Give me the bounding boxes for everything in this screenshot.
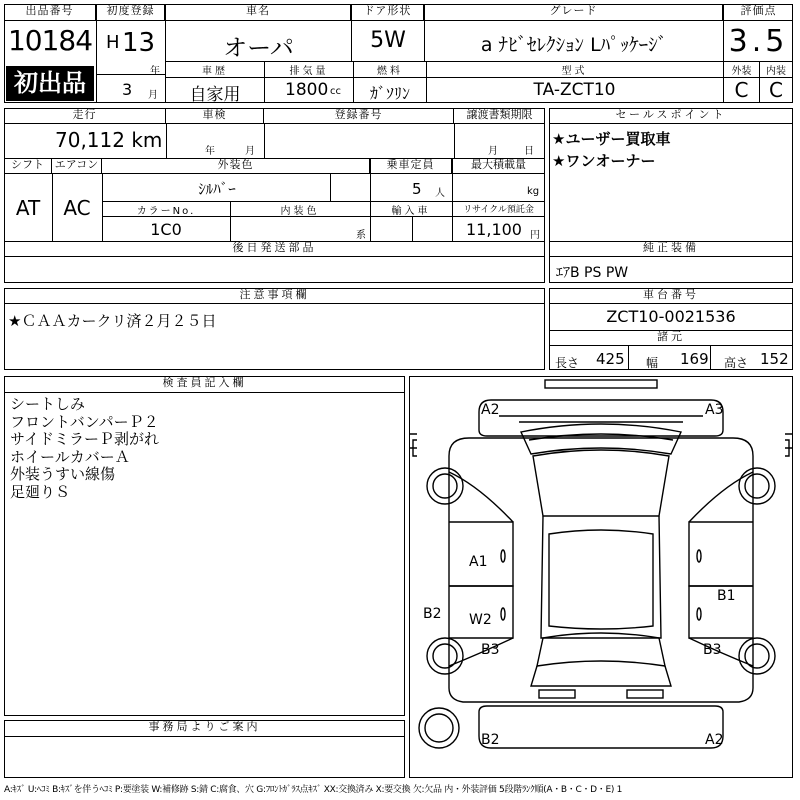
- first-listing-badge: 初出品: [6, 66, 94, 101]
- notes-label: 注意事項欄: [4, 288, 545, 304]
- specs-label: 諸元: [549, 330, 793, 346]
- inspector-notes: [10, 396, 159, 501]
- ac: AC: [63, 196, 91, 220]
- inspector-note: 足廻りＳ: [10, 482, 71, 501]
- displacement-unit: cc: [330, 86, 341, 97]
- damage-mark: A1: [469, 554, 488, 570]
- notes-text: ★ＣＡＡカークリ済２月２５日: [8, 312, 217, 330]
- car-name: オーパ: [223, 34, 294, 62]
- exterior-color-label: 外装色: [102, 158, 370, 174]
- height: 152: [760, 350, 789, 368]
- transfer-month-unit: 月: [488, 146, 498, 157]
- era: H: [106, 32, 120, 53]
- reg-month: 3: [122, 80, 133, 99]
- later-parts-label: 後日発送部品: [4, 241, 545, 257]
- year-unit: 年: [150, 66, 160, 77]
- ext-label: 外装: [731, 66, 752, 77]
- capacity-label: 乗車定員: [370, 158, 452, 174]
- insp-year-unit: 年: [205, 146, 215, 157]
- damage-mark: W2: [469, 612, 492, 628]
- color-no: 1C0: [150, 220, 182, 239]
- shift: AT: [15, 196, 41, 220]
- width: 169: [680, 350, 709, 368]
- load-label: 最大積載量: [452, 158, 545, 174]
- model-label: 型式: [561, 66, 588, 77]
- damage-mark: A2: [705, 732, 724, 748]
- damage-mark: A2: [481, 402, 500, 418]
- damage-mark: B3: [703, 642, 722, 658]
- door-label: ドア形状: [352, 4, 424, 21]
- inspector-note: ホイールカバーＡ: [10, 447, 130, 466]
- inspector-note: サイドミラーＰ剥がれ: [10, 430, 159, 448]
- capacity-unit: 人: [435, 188, 445, 199]
- inspection-label: 車検: [166, 108, 264, 124]
- insp-month-unit: 月: [245, 146, 255, 157]
- shift-label: シフト: [4, 158, 52, 174]
- ext-grade: C: [734, 78, 749, 102]
- damage-mark: A3: [705, 402, 724, 418]
- lot-no-label: 出品番号: [4, 4, 96, 21]
- damage-mark: B3: [481, 642, 500, 658]
- recycle-amount: 11,100: [466, 220, 522, 239]
- inspector-label: 検査員記入欄: [4, 376, 405, 393]
- reg-year: 13: [122, 28, 156, 58]
- length: 425: [596, 350, 625, 368]
- office-label: 事務局よりご案内: [4, 720, 405, 737]
- chassis-label: 車台番号: [549, 288, 793, 304]
- height-label: 高さ: [724, 356, 749, 370]
- damage-mark: B1: [717, 588, 736, 604]
- equipment-label: 純正装備: [549, 241, 793, 257]
- mileage: 70,112 km: [55, 128, 163, 152]
- door-type: 5W: [370, 28, 406, 53]
- car-diagram: [409, 376, 793, 778]
- inspector-note: シートしみ: [10, 395, 86, 413]
- color-no-label: カラーNo.: [136, 206, 196, 217]
- first-reg-label: 初度登録: [97, 4, 165, 21]
- legend: A:ｷｽﾞ U:ﾍｺﾐ B:ｷｽﾞを伴うﾍｺﾐ P:要塗装 W:補修跡 S:錆 C:腐食、穴 G:ﾌﾛﾝﾄｶﾞﾗｽ点ｷｽﾞ XX:交換済み X:要交換 欠:欠品 内・外装評価 5段階ﾗﾝｸ順(A・B・C・D・E) 1: [4, 785, 623, 795]
- interior-color-label: 内装色: [280, 206, 320, 217]
- recycle-unit: 円: [530, 230, 540, 241]
- damage-mark: B2: [481, 732, 500, 748]
- inspector-note: 外装うすい線傷: [10, 465, 116, 483]
- ac-label: エアコン: [52, 158, 102, 174]
- month-unit: 月: [148, 90, 158, 101]
- sales-label: セールスポイント: [549, 108, 793, 124]
- history-label: 車歴: [202, 66, 228, 77]
- width-label: 幅: [646, 356, 659, 370]
- grade: a ﾅﾋﾞｾﾚｸｼｮﾝ Lﾊﾟｯｹｰｼﾞ: [480, 34, 668, 56]
- transfer-label: 譲渡書類期限: [454, 108, 545, 124]
- fuel-label: 燃料: [377, 66, 403, 77]
- import-label: 輸入車: [391, 206, 431, 217]
- model: TA-ZCT10: [533, 80, 616, 100]
- mileage-label: 走行: [4, 108, 166, 124]
- score: 3.5: [728, 24, 789, 59]
- inspector-note: フロントバンパーＰ２: [10, 412, 159, 431]
- capacity: 5: [412, 180, 422, 198]
- chassis-number: ZCT10-0021536: [606, 307, 736, 326]
- load-unit: kg: [527, 186, 540, 197]
- sales-point-2: ★ワンオーナー: [552, 152, 656, 170]
- length-label: 長さ: [555, 356, 580, 370]
- transfer-day-unit: 日: [524, 146, 534, 157]
- lot-no: 10184: [7, 24, 93, 57]
- equipment: ｴｱB PS PW: [556, 265, 629, 281]
- damage-mark: B2: [423, 606, 442, 622]
- exterior-color: ｼﾙﾊﾞｰ: [198, 180, 236, 198]
- displacement: 1800: [285, 80, 329, 100]
- sales-point-1: ★ユーザー買取車: [552, 130, 671, 148]
- history: 自家用: [189, 85, 241, 105]
- reg-no-label: 登録番号: [264, 108, 454, 124]
- fuel: ｶﾞｿﾘﾝ: [369, 84, 410, 103]
- score-label: 評価点: [724, 4, 793, 21]
- grade-label: グレード: [425, 4, 723, 21]
- int-grade: C: [769, 78, 783, 102]
- int-label: 内装: [766, 66, 786, 77]
- recycle-label: リサイクル預託金: [463, 205, 534, 215]
- displacement-label: 排気量: [289, 66, 329, 77]
- car-name-label: 車名: [166, 4, 351, 21]
- interior-color-unit: 系: [356, 230, 366, 241]
